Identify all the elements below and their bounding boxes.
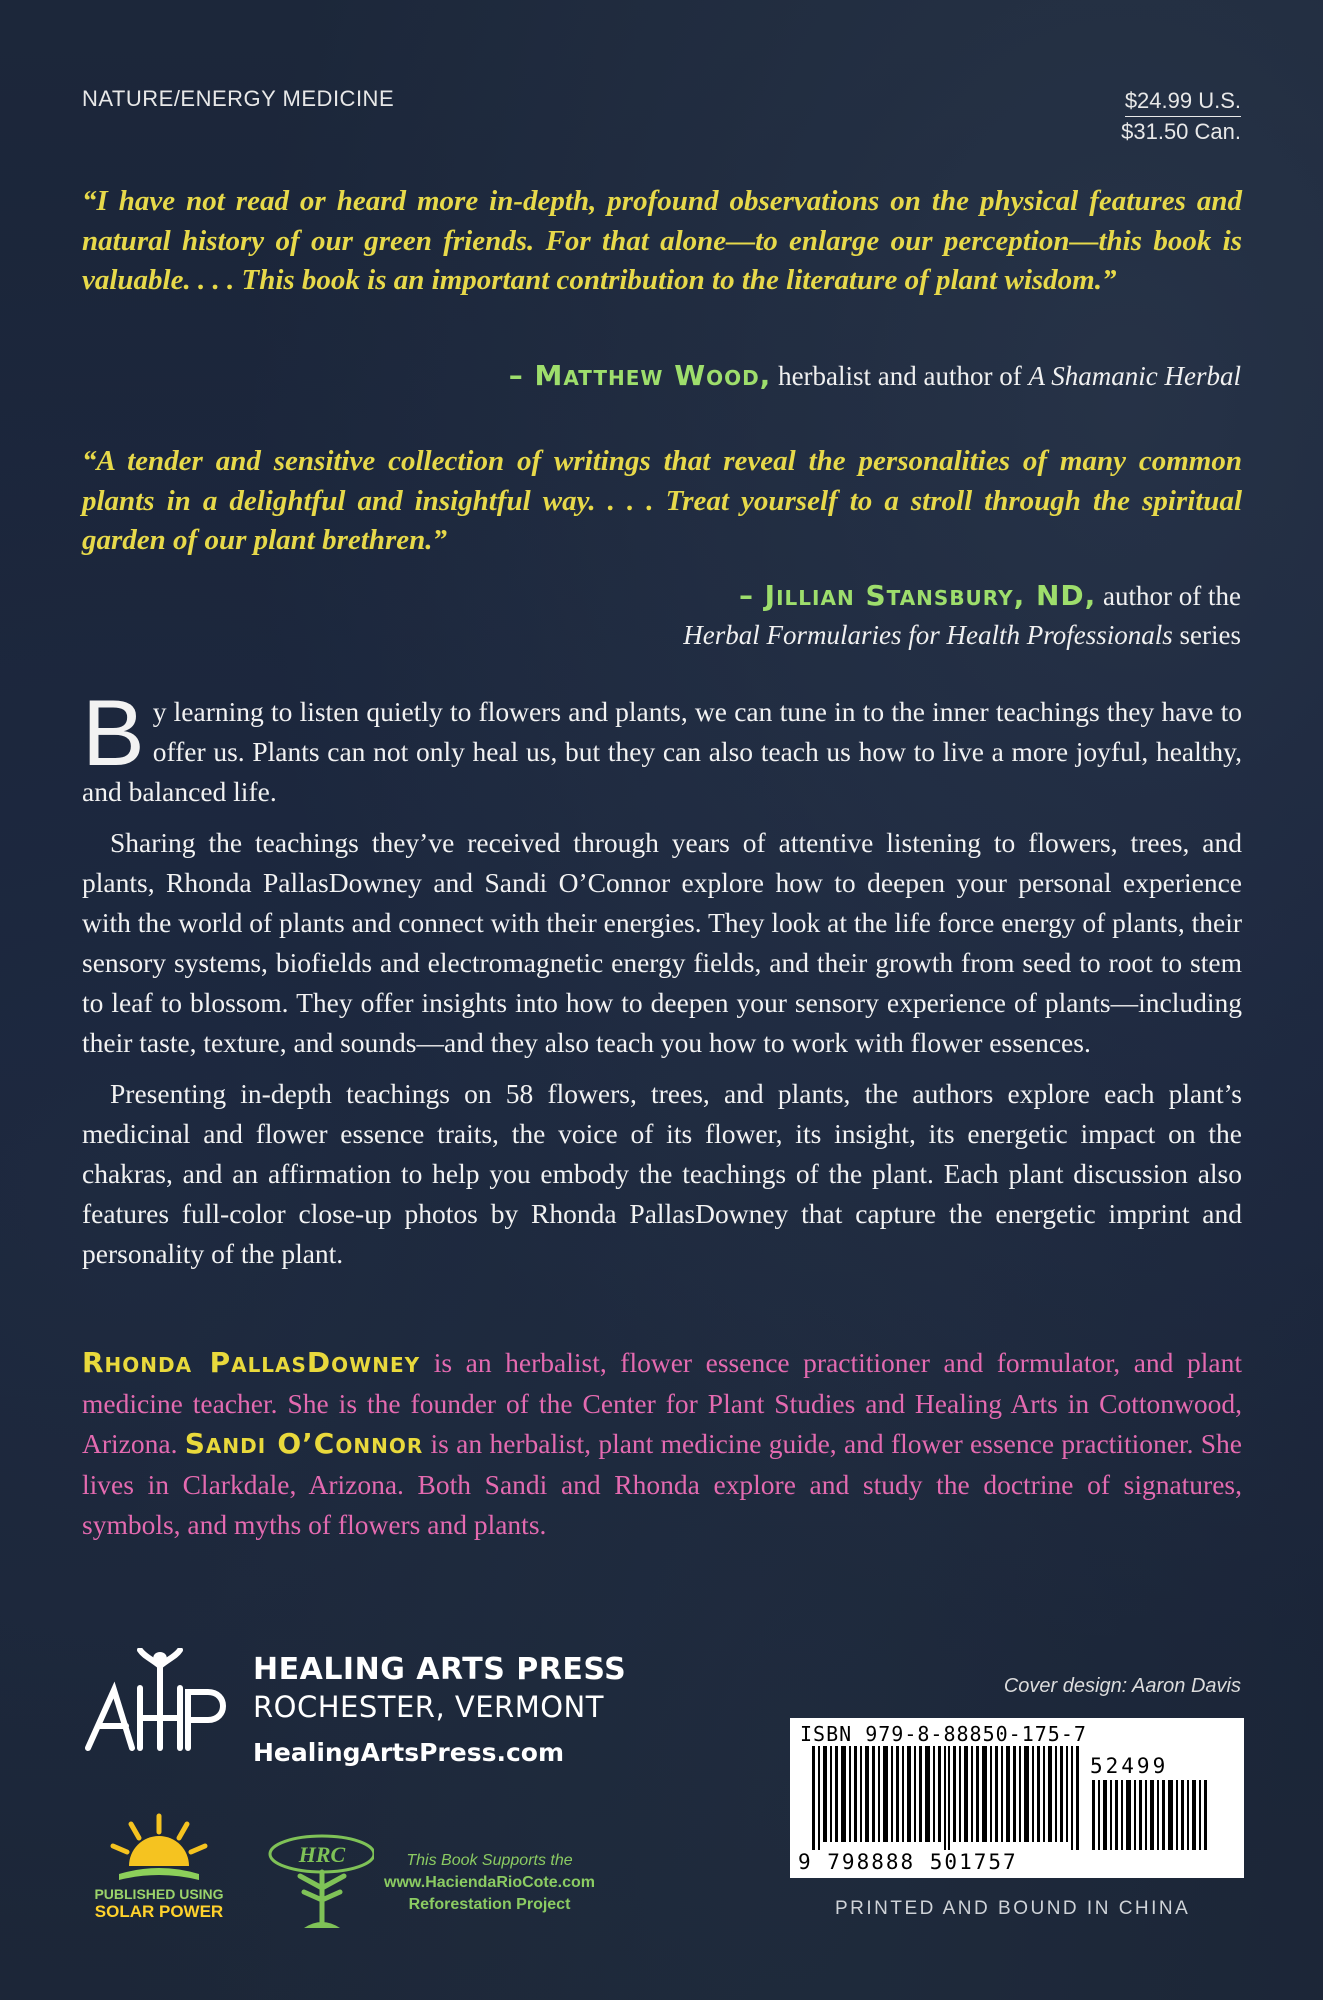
author-1-name: Rhonda PallasDowney: [82, 1346, 421, 1379]
hrc-text: [382, 1850, 597, 1916]
price-can: $31.50 Can.: [1121, 119, 1241, 144]
description-paragraph-2: Sharing the teachings they’ve received through years of attentive listening to flowers, trees, and plants, Rhonda PallasDowney and Sandi O’Connor explore how to deepen your personal experience with the world of plants and connect with their energies. They look at the life force energy of plants, their sensory systems, biofields and electromagnetic energy fields, and their growth from seed to root to stem to leaf to blossom. They offer insights into how to deepen your sensory experience of plants—including their taste, texture, and sounds—and they also teach you how to work with flower essences.: [82, 827, 1243, 1058]
publisher-location: ROCHESTER, VERMONT: [253, 1690, 604, 1724]
quote-1-author: – Matthew Wood,: [508, 359, 772, 392]
publisher-name: HEALING ARTS PRESS: [253, 1652, 627, 1687]
quote-1-attribution: [509, 356, 1241, 396]
cover-design-credit: Cover design: Aaron Davis: [1003, 1675, 1241, 1697]
hrc-reforestation-badge: [264, 1828, 624, 1938]
hrc-website[interactable]: www.HaciendaRioCote.com: [384, 1874, 595, 1891]
barcode-digits: 9 798888 501757: [798, 1850, 1018, 1874]
quote-1: “I have not read or heard more in-depth, profound observations on the physical features and natural history of our green friends. For that alone—to enlarge our perception—this book is valuable. . . . This book is an important contribution to the literature of plant wisdom.”: [82, 185, 1242, 296]
description-p1-text: y learning to listen quietly to flowers and plants, we can tune in to the inner teachings they have to offer us. Plants can not only heal us, but they can also teach us how to live a more joyful, healthy, and balanced life.: [82, 696, 1242, 807]
price-barcode-icon: [1092, 1780, 1212, 1850]
sun-icon: [109, 1808, 209, 1888]
price-block: [1121, 86, 1241, 146]
isbn-barcode: [790, 1718, 1244, 1878]
publisher-block: [253, 1652, 626, 1767]
hrc-line-3: Reforestation Project: [408, 1896, 571, 1913]
quote-2-author: – Jillian Stansbury, ND,: [738, 579, 1097, 612]
publisher-website[interactable]: HealingArtsPress.com: [253, 1738, 564, 1767]
solar-line-2: SOLAR POWER: [94, 1902, 224, 1921]
author-2-name: Sandi O’Connor: [184, 1427, 424, 1460]
healing-arts-press-logo-icon: [80, 1648, 240, 1756]
solar-power-badge: [84, 1808, 234, 1928]
price-code: 52499: [1090, 1754, 1169, 1778]
isbn-label: ISBN 979-8-88850-175-7: [800, 1722, 1087, 1746]
quote-2-book: Herbal Formularies for Health Professionals: [683, 620, 1173, 650]
quote-1-book: A Shamanic Herbal: [1028, 361, 1241, 391]
drop-cap: B: [82, 680, 145, 785]
quote-2: “A tender and sensitive collection of writings that reveal the personalities of many common plants in a delightful and insightful way. . . . Treat yourself to a stroll through the spiritual garden of our plant brethren.”: [82, 445, 1242, 556]
author-bio: [82, 1343, 1242, 1546]
author-2-bio: is an herbalist, plant medicine guide, and flower essence practitioner. She lives in Clarkdale, Arizona. Both Sandi and Rhonda explore and study the doctrine of signatures, symbols, and myths of flowers and plants.: [82, 1428, 1242, 1540]
author-1-bio: is an herbalist, flower essence practitioner and formulator, and plant medicine teacher. She is the founder of the Center for Plant Studies and Healing Arts in Cottonwood, Arizona.: [82, 1347, 1242, 1459]
quote-2-book-suffix: series: [1172, 620, 1241, 650]
book-category: NATURE/ENERGY MEDICINE: [82, 86, 395, 111]
book-description: [82, 680, 1243, 1285]
quote-2-attribution: [683, 576, 1241, 655]
quote-2-desc: author of the: [1096, 581, 1241, 611]
hrc-line-1: This Book Supports the: [406, 1852, 573, 1869]
quote-1-desc: herbalist and author of: [771, 361, 1029, 391]
description-paragraph-3: Presenting in-depth teachings on 58 flowers, trees, and plants, the authors explore each plant’s medicinal and flower essence traits, the voice of its flower, its insight, its energetic impact on the chakras, and an affirmation to help you embody the teachings of the plant. Each plant discussion also features full-color close-up photos by Rhonda PallasDowney that capture the energetic imprint and personality of the plant.: [82, 1078, 1242, 1269]
description-paragraph-1: [82, 680, 1242, 812]
main-barcode-icon: [812, 1746, 1082, 1850]
solar-line-1: PUBLISHED USING: [94, 1886, 224, 1902]
hrc-logo-text: HRC: [298, 1842, 346, 1867]
tree-icon: [264, 1828, 374, 1938]
printed-in-china: PRINTED AND BOUND IN CHINA: [835, 1898, 1191, 1919]
price-us: $24.99 U.S.: [1125, 86, 1241, 117]
